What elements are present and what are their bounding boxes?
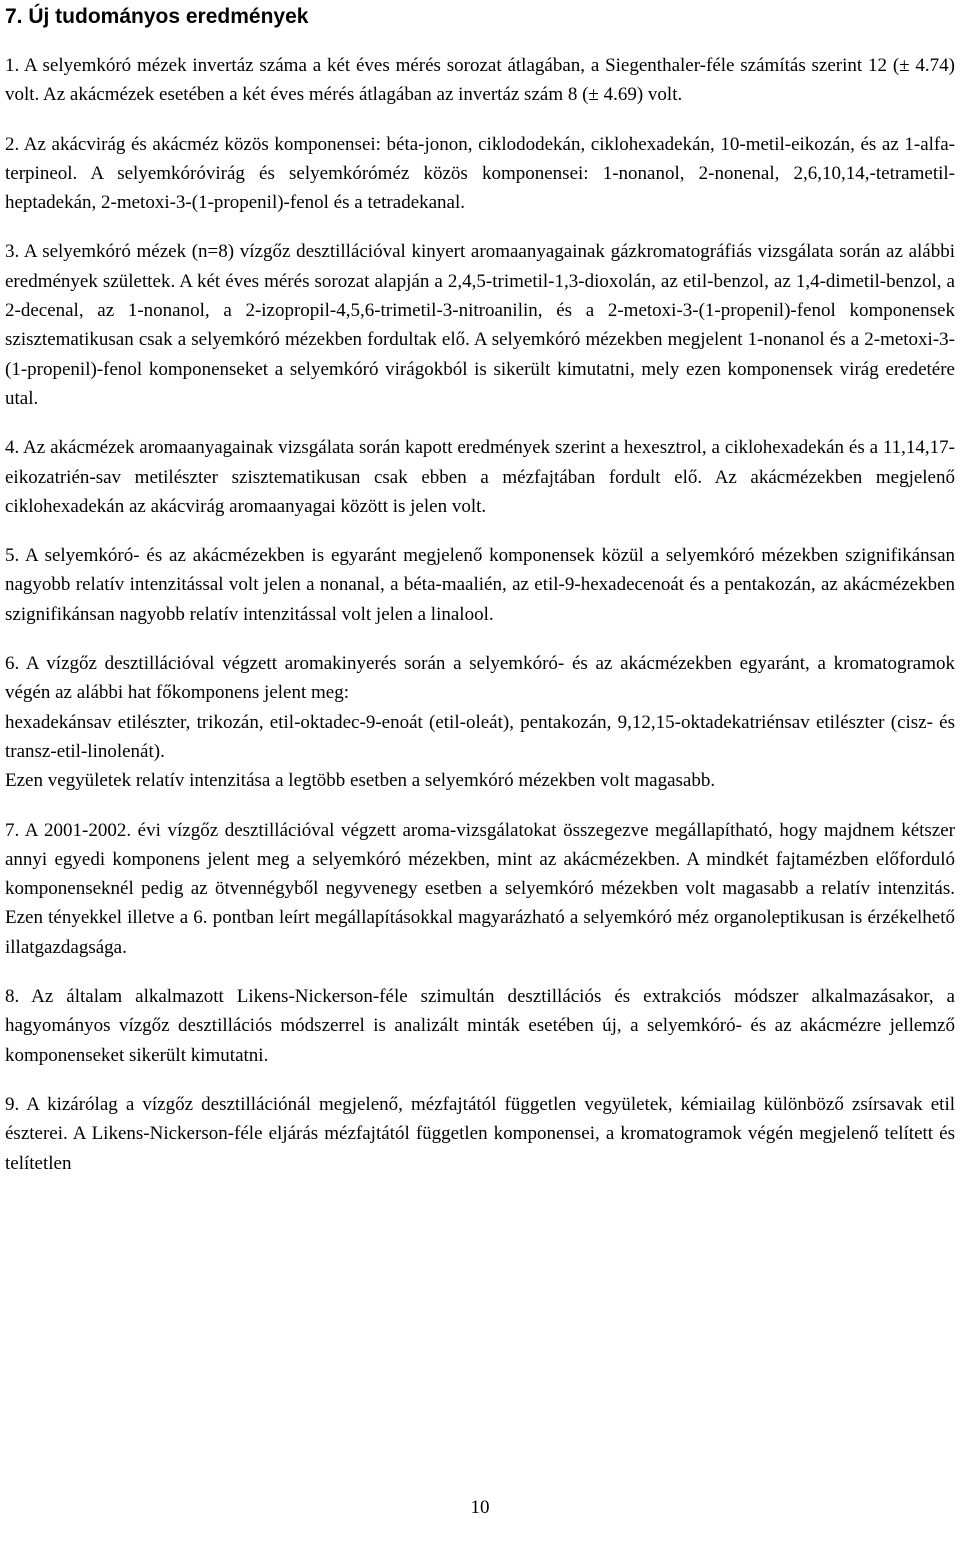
document-page [5,0,955,1198]
result-item-7: 7. A 2001-2002. évi vízgőz desztillációval végzett aroma-vizsgálatokat összegezve megállapítható, hogy majdnem kétszer annyi egyedi komponens jelent meg a selyemkóró mézekben, mint az akácmézekben. A mindkét fajtamézben előforduló komponenseknél pedig az ötvennégyből negyvenegy esetben a selyemkóró mézekben volt magasabb a relatív intenzitás. Ezen tényekkel illetve a 6. pontban leírt megállapításokkal magyarázható a selyemkóró méz organoleptikusan is érzékelhető illatgazdagsága. [5,819,955,958]
result-item-6-components: hexadekánsav etilészter, trikozán, etil-oktadec-9-enoát (etil-oleát), pentakozán, 9,12,15-oktadekatriénsav etilészter (cisz- és transz-etil-linolenát). [5,711,955,762]
result-item-3: 3. A selyemkóró mézek (n=8) vízgőz desztillációval kinyert aromaanyagainak gázkromatográfiás vizsgálata során az alábbi eredmények születtek. A két éves mérés sorozat alapján a 2,4,5-trimetil-1,3-dioxolán, az etil-benzol, az 1,4-dimetil-benzol, a 2-decenal, az 1-nonanol, a 2-izopropil-4,5,6-trimetil-3-nitroanilin, és a 2-metoxi-3-(1-propenil)-fenol komponensek szisztematikusan csak a selyemkóró mézekben fordultak elő. A selyemkóró mézekben megjelent 1-nonanol és a 2-metoxi-3-(1-propenil)-fenol komponenseket a selyemkóró virágokból is sikerült kimutatni, mely ezen komponensek virág eredetére utal. [5,241,955,409]
result-item-2: 2. Az akácvirág és akácméz közös komponensei: béta-jonon, ciklododekán, ciklohexadekán, 10-metil-eikozán, és az 1-alfa-terpineol. A selyemkóróvirág és selyemkóróméz közös komponensei: 1-nonanol, 2-nonenal, 2,6,10,14,-tetrametil-heptadekán, 2-metoxi-3-(1-propenil)-fenol és a tetradekanal. [5,133,955,214]
results-list [5,51,955,1178]
result-item-5: 5. A selyemkóró- és az akácmézekben is egyaránt megjelenő komponensek közül a selyemkóró mézekben szignifikánsan nagyobb relatív intenzitással volt jelen a nonanal, a béta-maalién, az etil-9-hexadecenoát és a pentakozán, az akácmézekben szignifikánsan nagyobb relatív intenzitással volt jelen a linalool. [5,545,955,625]
result-item-9: 9. A kizárólag a vízgőz desztillációnál megjelenő, mézfajtától független vegyületek, kémiailag különböző zsírsavak etil észterei. A Likens-Nickerson-féle eljárás mézfajtától független komponensei, a kromatogramok végén megjelenő telített és telítetlen [5,1093,955,1174]
result-item-8: 8. Az általam alkalmazott Likens-Nickerson-féle szimultán desztillációs és extrakciós módszer alkalmazásakor, a hagyományos vízgőz desztillációs módszerrel is analizált minták esetében új, a selyemkóró- és az akácmézre jellemző komponenseket sikerült kimutatni. [5,986,955,1066]
result-item-1: 1. A selyemkóró mézek invertáz száma a két éves mérés sorozat átlagában, a Siegenthaler-féle számítás szerint 12 (± 4.74) volt. Az akácmézek esetében a két éves mérés átlagában az invertáz szám 8 (± 4.69) volt. [5,55,955,106]
result-item-6-conclusion: Ezen vegyületek relatív intenzitása a legtöbb esetben a selyemkóró mézekben volt magasabb. [5,770,716,792]
page-number: 10 [470,1497,490,1518]
result-item-4: 4. Az akácmézek aromaanyagainak vizsgálata során kapott eredmények szerint a hexesztrol, a ciklohexadekán és a 11,14,17-eikozatrién-sav metilészter szisztematikusan csak ebben a mézfajtában fordult elő. Az akácmézekben megjelenő ciklohexadekán az akácvirág aromaanyagai között is jelen volt. [5,437,955,517]
result-item-6-intro: 6. A vízgőz desztillációval végzett aromakinyerés során a selyemkóró- és az akácmézekben egyaránt, a kromatogramok végén az alábbi hat főkomponens jelent meg: [5,653,955,704]
section-heading: 7. Új tudományos eredmények [5,5,309,28]
